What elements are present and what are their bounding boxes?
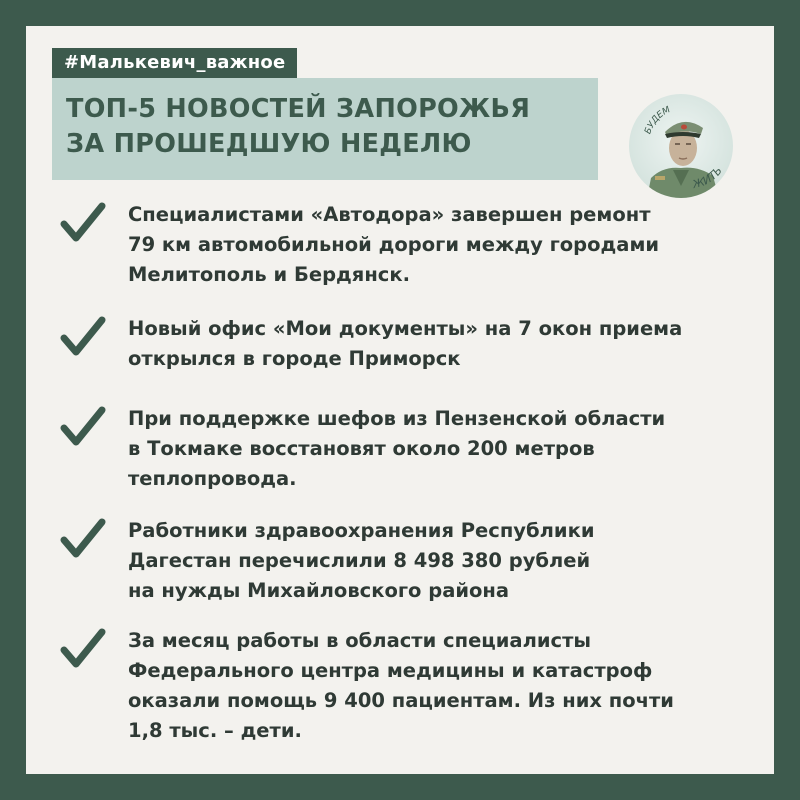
news-item-text: Работники здравоохранения Республики Дагестан перечислили 8 498 380 рублей на нужды Михайловского района	[128, 519, 595, 602]
news-item-text: За месяц работы в области специалисты Федерального центра медицины и катастроф оказали помощь 9 400 пациентам. Из них почти 1,8 тыс. – дети.	[128, 629, 674, 742]
title-line-1: ТОП-5 НОВОСТЕЙ ЗАПОРОЖЬЯ	[66, 94, 531, 124]
title-line-2: ЗА ПРОШЕДШУЮ НЕДЕЛЮ	[66, 129, 472, 159]
checkmark-icon	[60, 516, 106, 562]
hashtag-label: #Малькевич_важное	[52, 48, 297, 78]
checkmark-icon	[60, 200, 106, 246]
news-card	[26, 26, 774, 774]
news-item-text: При поддержке шефов из Пензенской области в Токмаке восстановят около 200 метров теплопровода.	[128, 407, 666, 490]
news-item-text: Специалистами «Автодора» завершен ремонт 79 км автомобильной дороги между городами Мелитополь и Бердянск.	[128, 203, 660, 286]
checkmark-icon	[60, 314, 106, 360]
logo-top-text: БУДЕМ	[643, 105, 673, 136]
checkmark-icon	[60, 626, 106, 672]
logo-bottom-text: ЖИТЬ	[691, 164, 725, 192]
news-item-text: Новый офис «Мои документы» на 7 окон приема открылся в городе Приморск	[128, 317, 683, 370]
soldier-portrait-icon	[629, 94, 733, 198]
budem-zhit-logo	[629, 94, 733, 198]
title-block	[52, 78, 598, 180]
checkmark-icon	[60, 404, 106, 450]
